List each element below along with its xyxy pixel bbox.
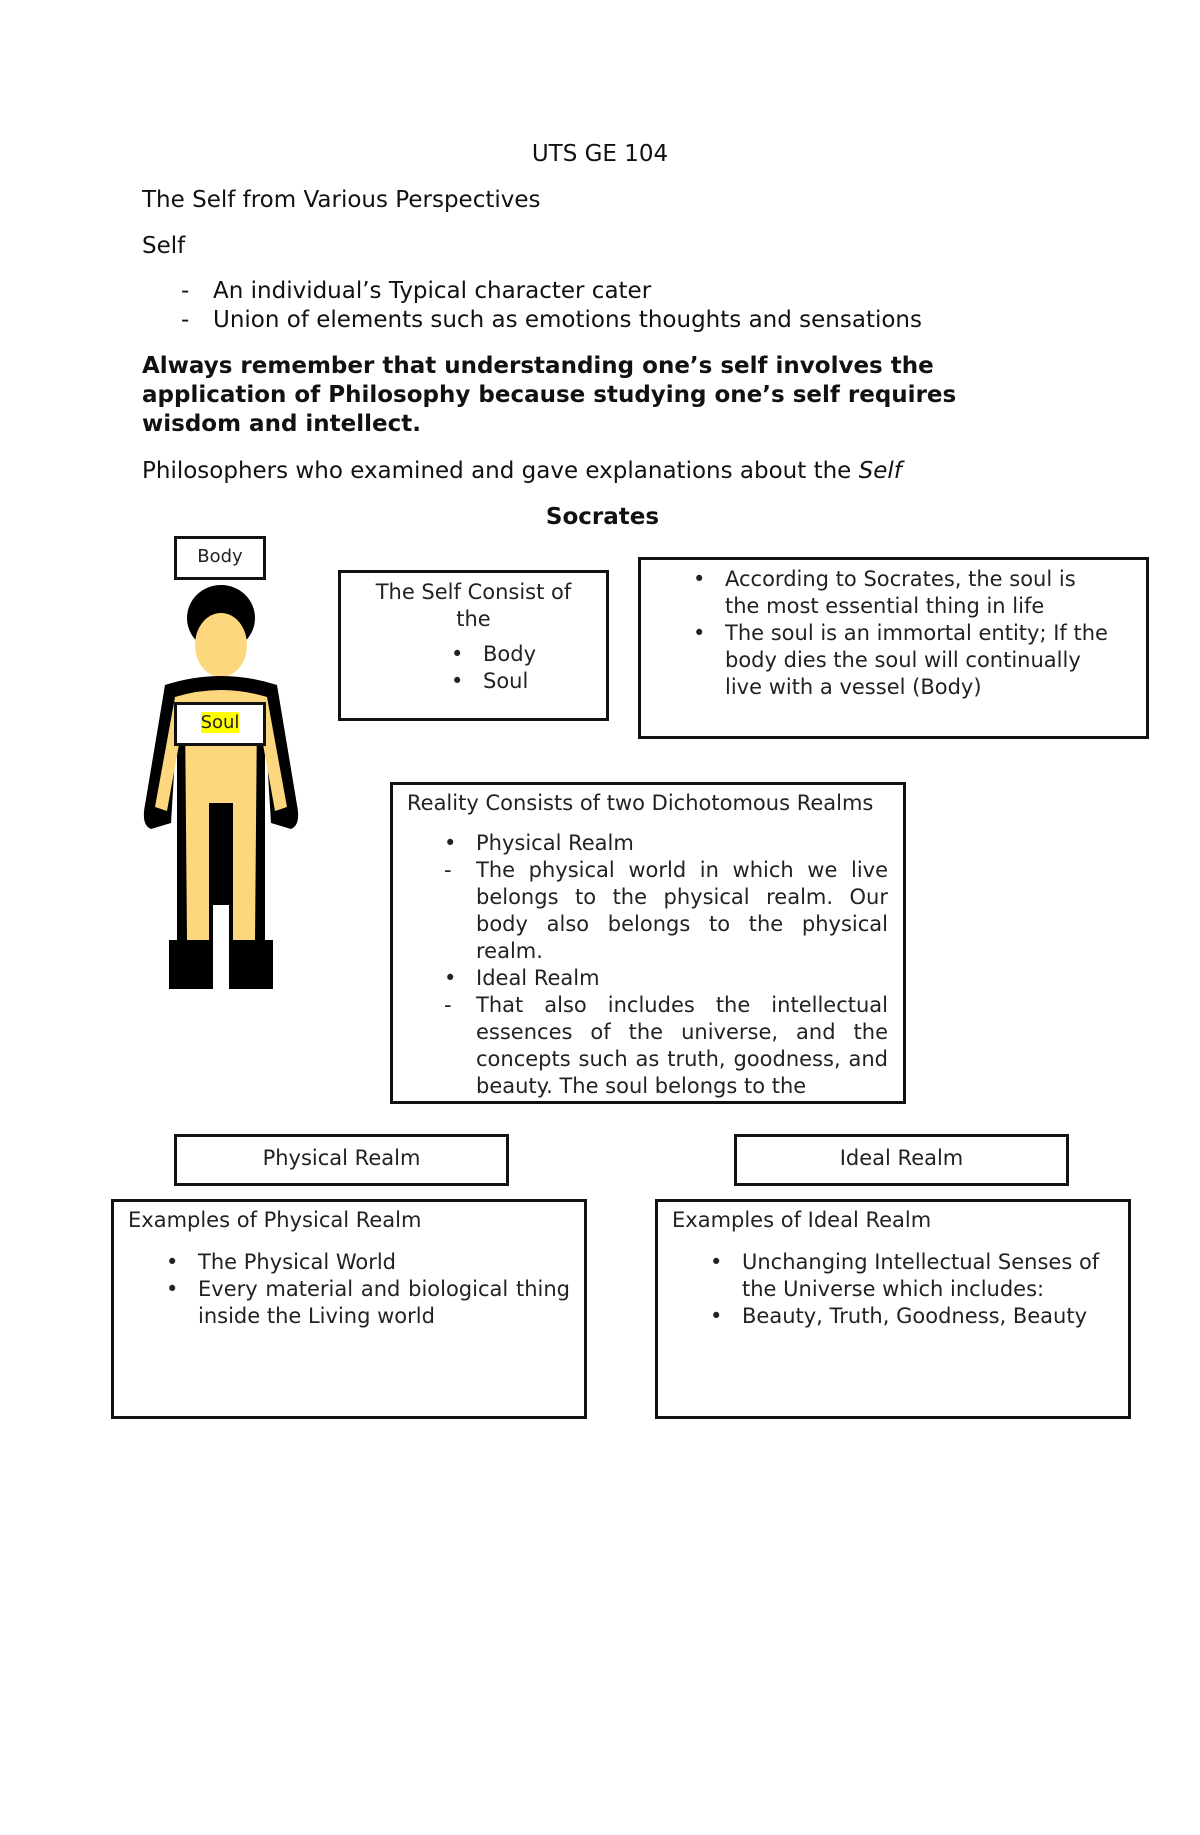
body-label: Body [197,546,243,567]
ideal-example-item: • Unchanging Intellectual Senses of the Universe which includes: [742,1249,1114,1303]
physical-realm-label: Physical Realm [262,1146,421,1170]
ideal-example-item: • Beauty, Truth, Goodness, Beauty [742,1303,1114,1330]
realm-description-item: - That also includes the intellectual essences of the universe, and the concepts such as truth, goodness, and beauty. The soul belongs to the [476,992,888,1100]
physical-realm-label-box [174,1134,509,1186]
body-label-box [174,536,266,580]
philosophers-line-text: Philosophers who examined and gave explanations about the [142,458,859,484]
ideal-realm-label-box [734,1134,1069,1186]
philosophers-line [142,457,902,486]
physical-examples-heading: Examples of Physical Realm [128,1208,422,1232]
ideal-examples-list [742,1249,1114,1330]
soul-label: Soul [200,712,240,733]
realms-heading: Reality Consists of two Dichotomous Realms [407,791,874,815]
self-component-item: • Body [483,641,606,668]
soul-label-box [174,702,266,746]
ideal-realm-label: Ideal Realm [839,1146,964,1170]
topic-heading: The Self from Various Perspectives [142,187,541,213]
self-consists-heading: The Self Consist of the [375,580,572,631]
soul-point-item: • According to Socrates, the soul is the most essential thing in life [725,566,1116,620]
definition-item: - An individual’s Typical character cater [213,277,922,306]
self-consists-box [338,570,609,721]
realm-title-item: • Ideal Realm [476,965,888,992]
realm-title-item: • Physical Realm [476,830,888,857]
reminder-paragraph: Always remember that understanding one’s self involves the application of Philosophy because studying one’s self requires wisdom and intellect. [142,353,957,437]
realm-description-item: - The physical world in which we live belongs to the physical realm. Our body also belongs to the physical realm. [476,857,888,965]
self-component-item: • Soul [483,668,606,695]
socrates-soul-box [638,557,1149,739]
definition-list [213,277,922,335]
physical-examples-box [111,1199,587,1419]
physical-example-item: • The Physical World [198,1249,570,1276]
ideal-examples-box [655,1199,1131,1419]
ideal-examples-heading: Examples of Ideal Realm [672,1208,932,1232]
definition-item: - Union of elements such as emotions thoughts and sensations [213,306,922,335]
soul-point-item: • The soul is an immortal entity; If the body dies the soul will continually live with a vessel (Body) [725,620,1116,701]
physical-example-item: • Every material and biological thing inside the Living world [198,1276,570,1330]
crotch-mark [215,809,227,829]
socrates-soul-list [725,566,1116,701]
physical-examples-list [198,1249,570,1330]
human-figure-illustration [125,585,315,990]
term-heading: Self [142,233,186,259]
head-shape [195,613,247,677]
realms-list [476,830,888,1100]
dichotomous-realms-box [390,782,906,1104]
self-consists-list [483,641,606,695]
self-emphasis: Self [858,458,902,484]
section-title: Socrates [545,504,660,530]
document-title: UTS GE 104 [531,141,669,167]
